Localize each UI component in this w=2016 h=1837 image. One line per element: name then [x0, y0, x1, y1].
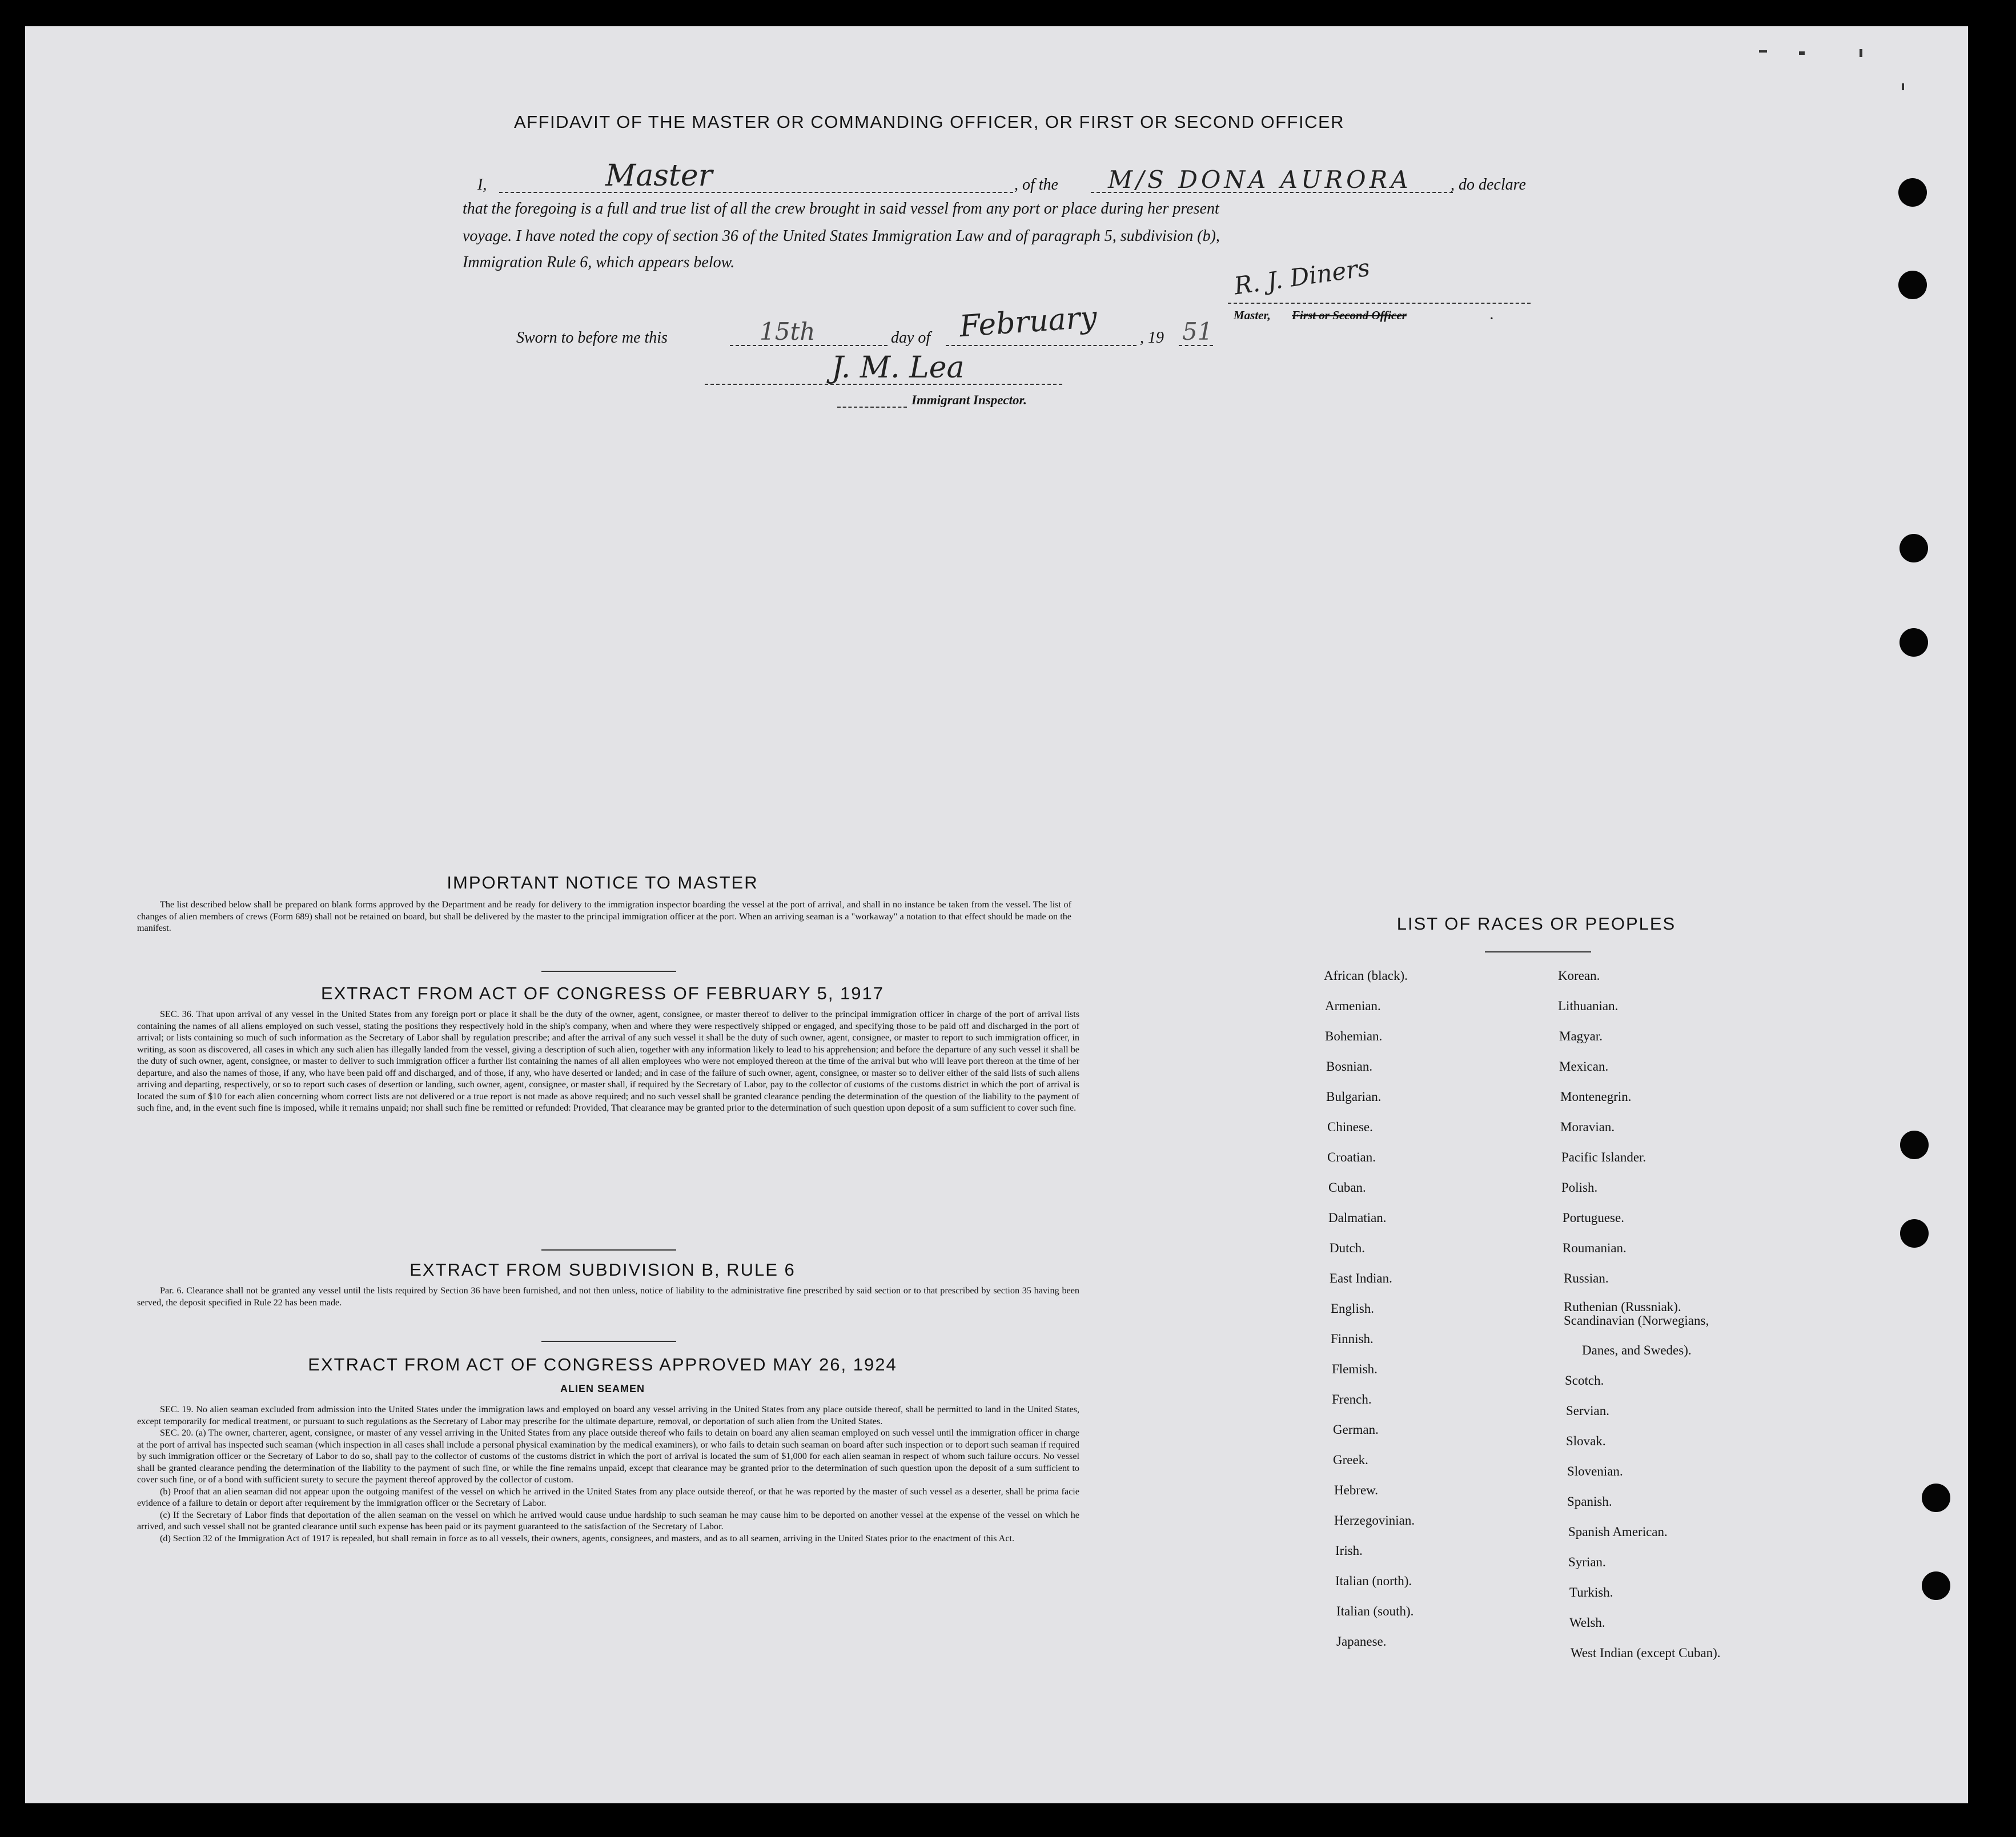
- month-line: [946, 345, 1136, 346]
- handwritten-signature: R. J. Diners: [1232, 253, 1372, 300]
- race-item: Syrian.: [1568, 1555, 1606, 1569]
- affidavit-title: AFFIDAVIT OF THE MASTER OR COMMANDING OFFICER, OR FIRST OR SECOND OFFICER: [514, 112, 1345, 132]
- extract-1917-title: EXTRACT FROM ACT OF CONGRESS OF FEBRUARY 5, 1917: [320, 983, 885, 1003]
- race-item: Croatian.: [1327, 1150, 1376, 1164]
- race-item: Irish.: [1335, 1543, 1363, 1558]
- race-item: Welsh.: [1569, 1615, 1605, 1630]
- punch-hole: [1899, 628, 1928, 657]
- extract-rule6-text: [137, 1285, 1079, 1308]
- race-item: Moravian.: [1560, 1120, 1615, 1134]
- race-item: Turkish.: [1569, 1585, 1613, 1599]
- punch-hole: [1922, 1484, 1950, 1512]
- race-item: Polish.: [1561, 1180, 1598, 1195]
- race-item: Japanese.: [1336, 1634, 1387, 1649]
- race-item: Korean.: [1558, 968, 1600, 983]
- sec-20c-paragraph: (c) If the Secretary of Labor finds that deportation of the alien seaman on the vessel on which he arrived would cause undue hardship to such seaman he may cause him to be deported on another vessel at the expense of the vessel on which he arrived, and such vessel shall not be granted clearance until such expense has been paid or its payment guaranteed to the satisfaction of the Secretary of Labor.: [137, 1509, 1079, 1531]
- race-item: German.: [1333, 1422, 1379, 1437]
- section-divider: [541, 1249, 676, 1251]
- race-item: Russian.: [1564, 1271, 1609, 1285]
- race-item: Portuguese.: [1563, 1211, 1624, 1225]
- race-item: Greek.: [1333, 1453, 1368, 1467]
- sec-20a-paragraph: SEC. 20. (a) The owner, charterer, agent, consignee, or master of any vessel arriving in the United States from any place outside thereof who fails to detain on board any alien seaman employed on such vessel until the immigration officer in charge at the port of arrival has inspected such seaman (which inspection in all cases shall include a personal physical examination by the medical examiners), or who fails to detain such seaman on board after such inspection or to deport such seaman if required by such immigration officer or the Secretary of Labor to do so, shall pay to the collector of customs of the customs district in which the port of arrival is located the sum of $1,000 for each alien seaman in respect of whom such failure occurs. No vessel shall be granted clearance pending the determination of the liability to the payment of such fine, or while the fine remains unpaid, except that clearance may be granted prior to the determination of such question upon the deposit of a sum sufficient to cover such fine, or of a bond with sufficient surety to secure the payment thereof approved by the collector of custom.: [137, 1428, 1079, 1485]
- extract-1924-subtitle: ALIEN SEAMEN: [560, 1383, 645, 1394]
- handwritten-vessel-name: M/S DONA AURORA: [1108, 166, 1412, 194]
- race-item: West Indian (except Cuban).: [1571, 1646, 1721, 1660]
- handwritten-month: February: [958, 300, 1098, 344]
- do-declare-label: , do declare: [1451, 176, 1526, 194]
- race-item: Magyar.: [1559, 1029, 1603, 1043]
- race-item: Montenegrin.: [1560, 1090, 1632, 1104]
- race-item: Italian (south).: [1336, 1604, 1414, 1618]
- race-item: Lithuanian.: [1558, 999, 1619, 1013]
- race-item: Servian.: [1566, 1404, 1610, 1418]
- handwritten-year: 51: [1182, 317, 1213, 345]
- races-title: LIST OF RACES OR PEOPLES: [1396, 914, 1676, 934]
- race-item: Chinese.: [1327, 1120, 1373, 1134]
- race-item: Flemish.: [1332, 1362, 1378, 1376]
- sec-20d-paragraph: (d) Section 32 of the Immigration Act of 1917 is repealed, but shall remain in force as to all vessels, their owners, agents, consignees, and masters, and as to all seamen, arriving in the United States prior to the enactment of this Act.: [160, 1533, 1015, 1543]
- sec-20b-paragraph: (b) Proof that an alien seaman did not appear upon the outgoing manifest of the vessel on which he arrived in the United States from any place outside thereof, or that he was reported by the master of such vessel as a deserter, shall be prima facie evidence of a failure to detain or deport after requirement by the immigration officer or the Secretary of Labor.: [137, 1486, 1079, 1508]
- handwritten-day: 15th: [760, 317, 816, 345]
- race-item: Bulgarian.: [1326, 1090, 1382, 1104]
- race-item: Italian (north).: [1335, 1574, 1412, 1588]
- scan-speck: [1759, 50, 1767, 53]
- race-item: Scotch.: [1565, 1373, 1604, 1388]
- period: .: [1491, 308, 1494, 322]
- race-item: Spanish.: [1567, 1494, 1612, 1509]
- notice-text: [137, 899, 1071, 934]
- race-item: Slovak.: [1566, 1434, 1606, 1448]
- race-item: Armenian.: [1325, 999, 1381, 1013]
- notice-paragraph: The list described below shall be prepared on blank forms approved by the Department and be ready for delivery to the immigration inspector boarding the vessel at the port of arrival, and shall in no instance be taken from the vessel. The list of changes of alien members of crews (Form 689) shall not be retained on board, but shall be delivered by the master to the principal immigration officer at the port. When an arriving seaman is a "workaway" a notation to that effect should be made on the manifest.: [137, 899, 1071, 933]
- scan-speck: [1860, 49, 1862, 57]
- extract-1924-text: [137, 1404, 1079, 1544]
- race-item: Dutch.: [1330, 1241, 1365, 1255]
- day-of-label: day of: [891, 329, 931, 347]
- section-divider: [541, 1341, 676, 1342]
- handwritten-inspector: J. M. Lea: [832, 351, 965, 385]
- punch-hole: [1899, 534, 1928, 562]
- punch-hole: [1900, 1131, 1929, 1159]
- master-name-line: [499, 192, 1013, 193]
- affidavit-i-label: I,: [477, 176, 487, 194]
- race-item: Scandinavian (Norwegians,: [1564, 1313, 1709, 1328]
- sec-19-paragraph: SEC. 19. No alien seaman excluded from admission into the United States under the immigration laws and employed on board any vessel arriving in the United States from any place outside thereof, shall be permitted to land in the United States, except temporarily for medical treatment, or pursuant to such regulations as the Secretary of Labor may prescribe for the ultimate departure, removal, or deportation of such alien from the United States.: [137, 1404, 1079, 1426]
- of-the-label: , of the: [1014, 176, 1058, 194]
- race-item: Herzegovinian.: [1334, 1513, 1415, 1528]
- race-item: African (black).: [1324, 968, 1408, 983]
- signature-line: [1228, 303, 1531, 304]
- master-label: Master,: [1234, 308, 1271, 322]
- punch-hole: [1898, 178, 1927, 207]
- section-divider: [541, 971, 676, 972]
- race-item: Bohemian.: [1325, 1029, 1383, 1043]
- race-item: Spanish American.: [1568, 1525, 1668, 1539]
- punch-hole: [1900, 1219, 1929, 1248]
- race-item: Roumanian.: [1563, 1241, 1627, 1255]
- race-item: East Indian.: [1330, 1271, 1392, 1285]
- inspector-label-line: [837, 407, 907, 408]
- race-item: Dalmatian.: [1328, 1211, 1387, 1225]
- extract-1924-title: EXTRACT FROM ACT OF CONGRESS APPROVED MAY 26, 1924: [308, 1354, 897, 1374]
- punch-hole: [1922, 1571, 1950, 1600]
- scan-speck: [1799, 51, 1805, 55]
- race-item: Pacific Islander.: [1561, 1150, 1646, 1164]
- race-item: Ruthenian (Russniak).: [1564, 1300, 1681, 1314]
- race-item: Danes, and Swedes).: [1582, 1343, 1692, 1357]
- affidavit-line-4: Immigration Rule 6, which appears below.: [463, 254, 735, 271]
- punch-hole: [1898, 271, 1927, 299]
- notice-title: IMPORTANT NOTICE TO MASTER: [447, 873, 758, 893]
- race-item: Mexican.: [1559, 1059, 1609, 1074]
- extract-rule6-paragraph: Par. 6. Clearance shall not be granted any vessel until the lists required by Section 36 have been furnished, and not then unless, notice of liability to the administrative fine prescribed by said section or to that prescribed by section 35 having been served, the deposit specified in Rule 22 has been made.: [137, 1285, 1079, 1308]
- scan-speck: [1902, 83, 1904, 90]
- race-item: Slovenian.: [1567, 1464, 1623, 1478]
- race-item: Finnish.: [1331, 1332, 1374, 1346]
- race-item: English.: [1331, 1301, 1375, 1316]
- sworn-label: Sworn to before me this: [516, 329, 668, 347]
- year-prefix: , 19: [1140, 329, 1164, 347]
- race-item: Bosnian.: [1326, 1059, 1373, 1074]
- race-item: French.: [1332, 1392, 1372, 1406]
- affidavit-line-2: that the foregoing is a full and true list of all the crew brought in said vessel from any port or place during her present: [463, 200, 1219, 218]
- extract-rule6-title: EXTRACT FROM SUBDIVISION B, RULE 6: [409, 1260, 796, 1280]
- races-divider: [1485, 951, 1591, 952]
- race-item: Hebrew.: [1334, 1483, 1379, 1497]
- struck-officer-label: First or Second Officer: [1292, 308, 1407, 322]
- race-item: Cuban.: [1328, 1180, 1366, 1195]
- affidavit-line-3: voyage. I have noted the copy of section 36 of the United States Immigration Law and of paragraph 5, subdivision (b),: [463, 227, 1220, 245]
- handwritten-master-name: Master: [605, 159, 713, 193]
- extract-1917-paragraph: SEC. 36. That upon arrival of any vessel in the United States from any foreign port or place it shall be the duty of the owner, agent, consignee, or master thereof to deliver to the principal immigration officer in charge of the port of arrival lists containing the names of all aliens employed on such vessel, stating the positions they respectively hold in the ship's company, when and where they were respectively shipped or engaged, and specifying those to be paid off and discharged in the port of arrival; or lists containing so much of such information as the Secretary of Labor shall by regulation prescribe; and after the arrival of any such vessel it shall be the duty of such owner, agent, consignee, or master to report to such immigration officer, in writing, as soon as discovered, all cases in which any such alien has illegally landed from the vessel, giving a description of such alien, together with any information likely to lead to his apprehension; and before the departure of any such vessel it shall be the duty of such owner, agent, consignee, or master to deliver to such immigration officer a further list containing the names of all alien employees who were not employed thereon at the time of the arrival but who will leave port thereon at the time of her departure, and also the names of those, if any, who have been paid off and discharged, and of those, if any, who have deserted or landed; and in case of the failure of such owner, agent, consignee, or master so to deliver either of the said lists of such aliens arriving and departing, respectively, or so to report such cases of desertion or landing, such owner, agent, consignee, or master shall, if required by the Secretary of Labor, pay to the collector of customs of the customs district in which the port of arrival is located the sum of $10 for each alien concerning whom correct lists are not delivered or a true report is not made as above required; and no such vessel shall be granted clearance pending the determination of the question of the liability to the payment of such fine, and, in the event such fine is imposed, while it remains unpaid; nor shall such fine be remitted or refunded: Provided, That clearance may be granted prior to the determination of such question upon deposit of a sum sufficient to cover such fine.: [137, 1009, 1079, 1113]
- inspector-label: Immigrant Inspector.: [911, 393, 1027, 407]
- extract-1917-text: [137, 1008, 1079, 1114]
